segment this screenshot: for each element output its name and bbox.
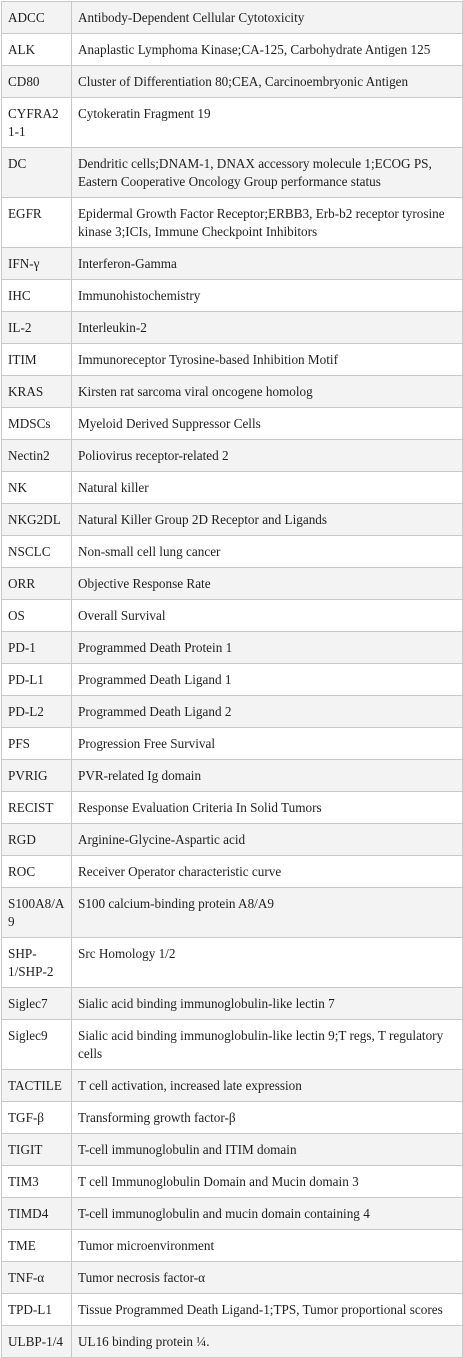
table-row [2,600,463,632]
table-row [2,1230,463,1262]
abbreviation-cell: KRAS [2,376,72,408]
table-row [2,344,463,376]
definition-cell: Anaplastic Lymphoma Kinase;CA-125, Carbohydrate Antigen 125 [72,34,463,66]
abbreviation-cell: TACTILE [2,1070,72,1102]
table-row [2,824,463,856]
table-row [2,568,463,600]
abbreviation-cell: CYFRA21-1 [2,98,72,148]
table-row [2,1020,463,1070]
table-row [2,1326,463,1358]
table-row [2,1070,463,1102]
abbreviation-cell: TGF-β [2,1102,72,1134]
abbreviation-cell: TME [2,1230,72,1262]
definition-cell: Interleukin-2 [72,312,463,344]
table-row [2,938,463,988]
abbreviation-cell: Nectin2 [2,440,72,472]
definition-cell: Myeloid Derived Suppressor Cells [72,408,463,440]
definition-cell: Cytokeratin Fragment 19 [72,98,463,148]
definition-cell: Tissue Programmed Death Ligand-1;TPS, Tumor proportional scores [72,1294,463,1326]
abbreviation-cell: OS [2,600,72,632]
abbreviation-cell: Siglec7 [2,988,72,1020]
definition-cell: Response Evaluation Criteria In Solid Tumors [72,792,463,824]
abbreviation-cell: CD80 [2,66,72,98]
table-row [2,504,463,536]
definition-cell: S100 calcium-binding protein A8/A9 [72,888,463,938]
abbreviation-cell: RGD [2,824,72,856]
abbreviation-cell: SHP-1/SHP-2 [2,938,72,988]
definition-cell: Poliovirus receptor-related 2 [72,440,463,472]
table-row [2,1198,463,1230]
table-row [2,98,463,148]
definition-cell: Non-small cell lung cancer [72,536,463,568]
abbreviation-cell: ALK [2,34,72,66]
definition-cell: Kirsten rat sarcoma viral oncogene homolog [72,376,463,408]
abbreviations-table-body [2,2,463,1358]
abbreviation-cell: IL-2 [2,312,72,344]
table-row [2,148,463,198]
definition-cell: T-cell immunoglobulin and mucin domain containing 4 [72,1198,463,1230]
table-row [2,440,463,472]
definition-cell: Progression Free Survival [72,728,463,760]
abbreviation-cell: RECIST [2,792,72,824]
definition-cell: Programmed Death Ligand 2 [72,696,463,728]
table-row [2,472,463,504]
table-row [2,632,463,664]
table-row [2,728,463,760]
abbreviation-cell: Siglec9 [2,1020,72,1070]
table-row [2,312,463,344]
table-row [2,248,463,280]
definition-cell: Immunohistochemistry [72,280,463,312]
definition-cell: T cell activation, increased late expression [72,1070,463,1102]
table-row [2,34,463,66]
definition-cell: Cluster of Differentiation 80;CEA, Carcinoembryonic Antigen [72,66,463,98]
abbreviation-cell: DC [2,148,72,198]
table-row [2,536,463,568]
definition-cell: Tumor microenvironment [72,1230,463,1262]
abbreviation-cell: TIMD4 [2,1198,72,1230]
abbreviation-cell: ULBP-1/4 [2,1326,72,1358]
abbreviation-cell: PFS [2,728,72,760]
definition-cell: Overall Survival [72,600,463,632]
abbreviation-cell: PVRIG [2,760,72,792]
abbreviation-cell: NK [2,472,72,504]
definition-cell: Transforming growth factor-β [72,1102,463,1134]
table-row [2,856,463,888]
abbreviation-cell: TNF-α [2,1262,72,1294]
abbreviation-cell: ITIM [2,344,72,376]
table-row [2,760,463,792]
definition-cell: Natural Killer Group 2D Receptor and Ligands [72,504,463,536]
table-row [2,988,463,1020]
table-row [2,1294,463,1326]
table-row [2,1102,463,1134]
table-row [2,664,463,696]
definition-cell: Arginine-Glycine-Aspartic acid [72,824,463,856]
abbreviation-cell: PD-1 [2,632,72,664]
abbreviation-cell: NKG2DL [2,504,72,536]
abbreviations-table [1,1,463,1358]
table-row [2,2,463,34]
table-row [2,1262,463,1294]
definition-cell: T-cell immunoglobulin and ITIM domain [72,1134,463,1166]
table-row [2,376,463,408]
definition-cell: UL16 binding protein ¼. [72,1326,463,1358]
definition-cell: Sialic acid binding immunoglobulin-like lectin 9;T regs, T regulatory cells [72,1020,463,1070]
abbreviation-cell: IHC [2,280,72,312]
abbreviation-cell: TPD-L1 [2,1294,72,1326]
abbreviation-cell: NSCLC [2,536,72,568]
table-row [2,280,463,312]
definition-cell: Objective Response Rate [72,568,463,600]
definition-cell: Epidermal Growth Factor Receptor;ERBB3, Erb-b2 receptor tyrosine kinase 3;ICIs, Immune Checkpoint Inhibitors [72,198,463,248]
definition-cell: Src Homology 1/2 [72,938,463,988]
definition-cell: Immunoreceptor Tyrosine-based Inhibition Motif [72,344,463,376]
definition-cell: Dendritic cells;DNAM-1, DNAX accessory molecule 1;ECOG PS, Eastern Cooperative Oncology Group performance status [72,148,463,198]
abbreviation-cell: TIM3 [2,1166,72,1198]
abbreviation-cell: S100A8/A9 [2,888,72,938]
abbreviation-cell: MDSCs [2,408,72,440]
abbreviation-cell: TIGIT [2,1134,72,1166]
abbreviation-cell: IFN-γ [2,248,72,280]
definition-cell: Natural killer [72,472,463,504]
definition-cell: Receiver Operator characteristic curve [72,856,463,888]
table-row [2,792,463,824]
definition-cell: Programmed Death Protein 1 [72,632,463,664]
abbreviation-cell: ORR [2,568,72,600]
definition-cell: Antibody-Dependent Cellular Cytotoxicity [72,2,463,34]
abbreviation-cell: ADCC [2,2,72,34]
abbreviation-cell: PD-L1 [2,664,72,696]
definition-cell: PVR-related Ig domain [72,760,463,792]
table-row [2,1134,463,1166]
table-row [2,1166,463,1198]
definition-cell: Sialic acid binding immunoglobulin-like lectin 7 [72,988,463,1020]
table-row [2,66,463,98]
table-row [2,696,463,728]
abbreviation-cell: PD-L2 [2,696,72,728]
definition-cell: T cell Immunoglobulin Domain and Mucin domain 3 [72,1166,463,1198]
definition-cell: Interferon-Gamma [72,248,463,280]
abbreviation-cell: ROC [2,856,72,888]
table-row [2,888,463,938]
definition-cell: Programmed Death Ligand 1 [72,664,463,696]
definition-cell: Tumor necrosis factor-α [72,1262,463,1294]
abbreviation-cell: EGFR [2,198,72,248]
table-row [2,408,463,440]
table-row [2,198,463,248]
